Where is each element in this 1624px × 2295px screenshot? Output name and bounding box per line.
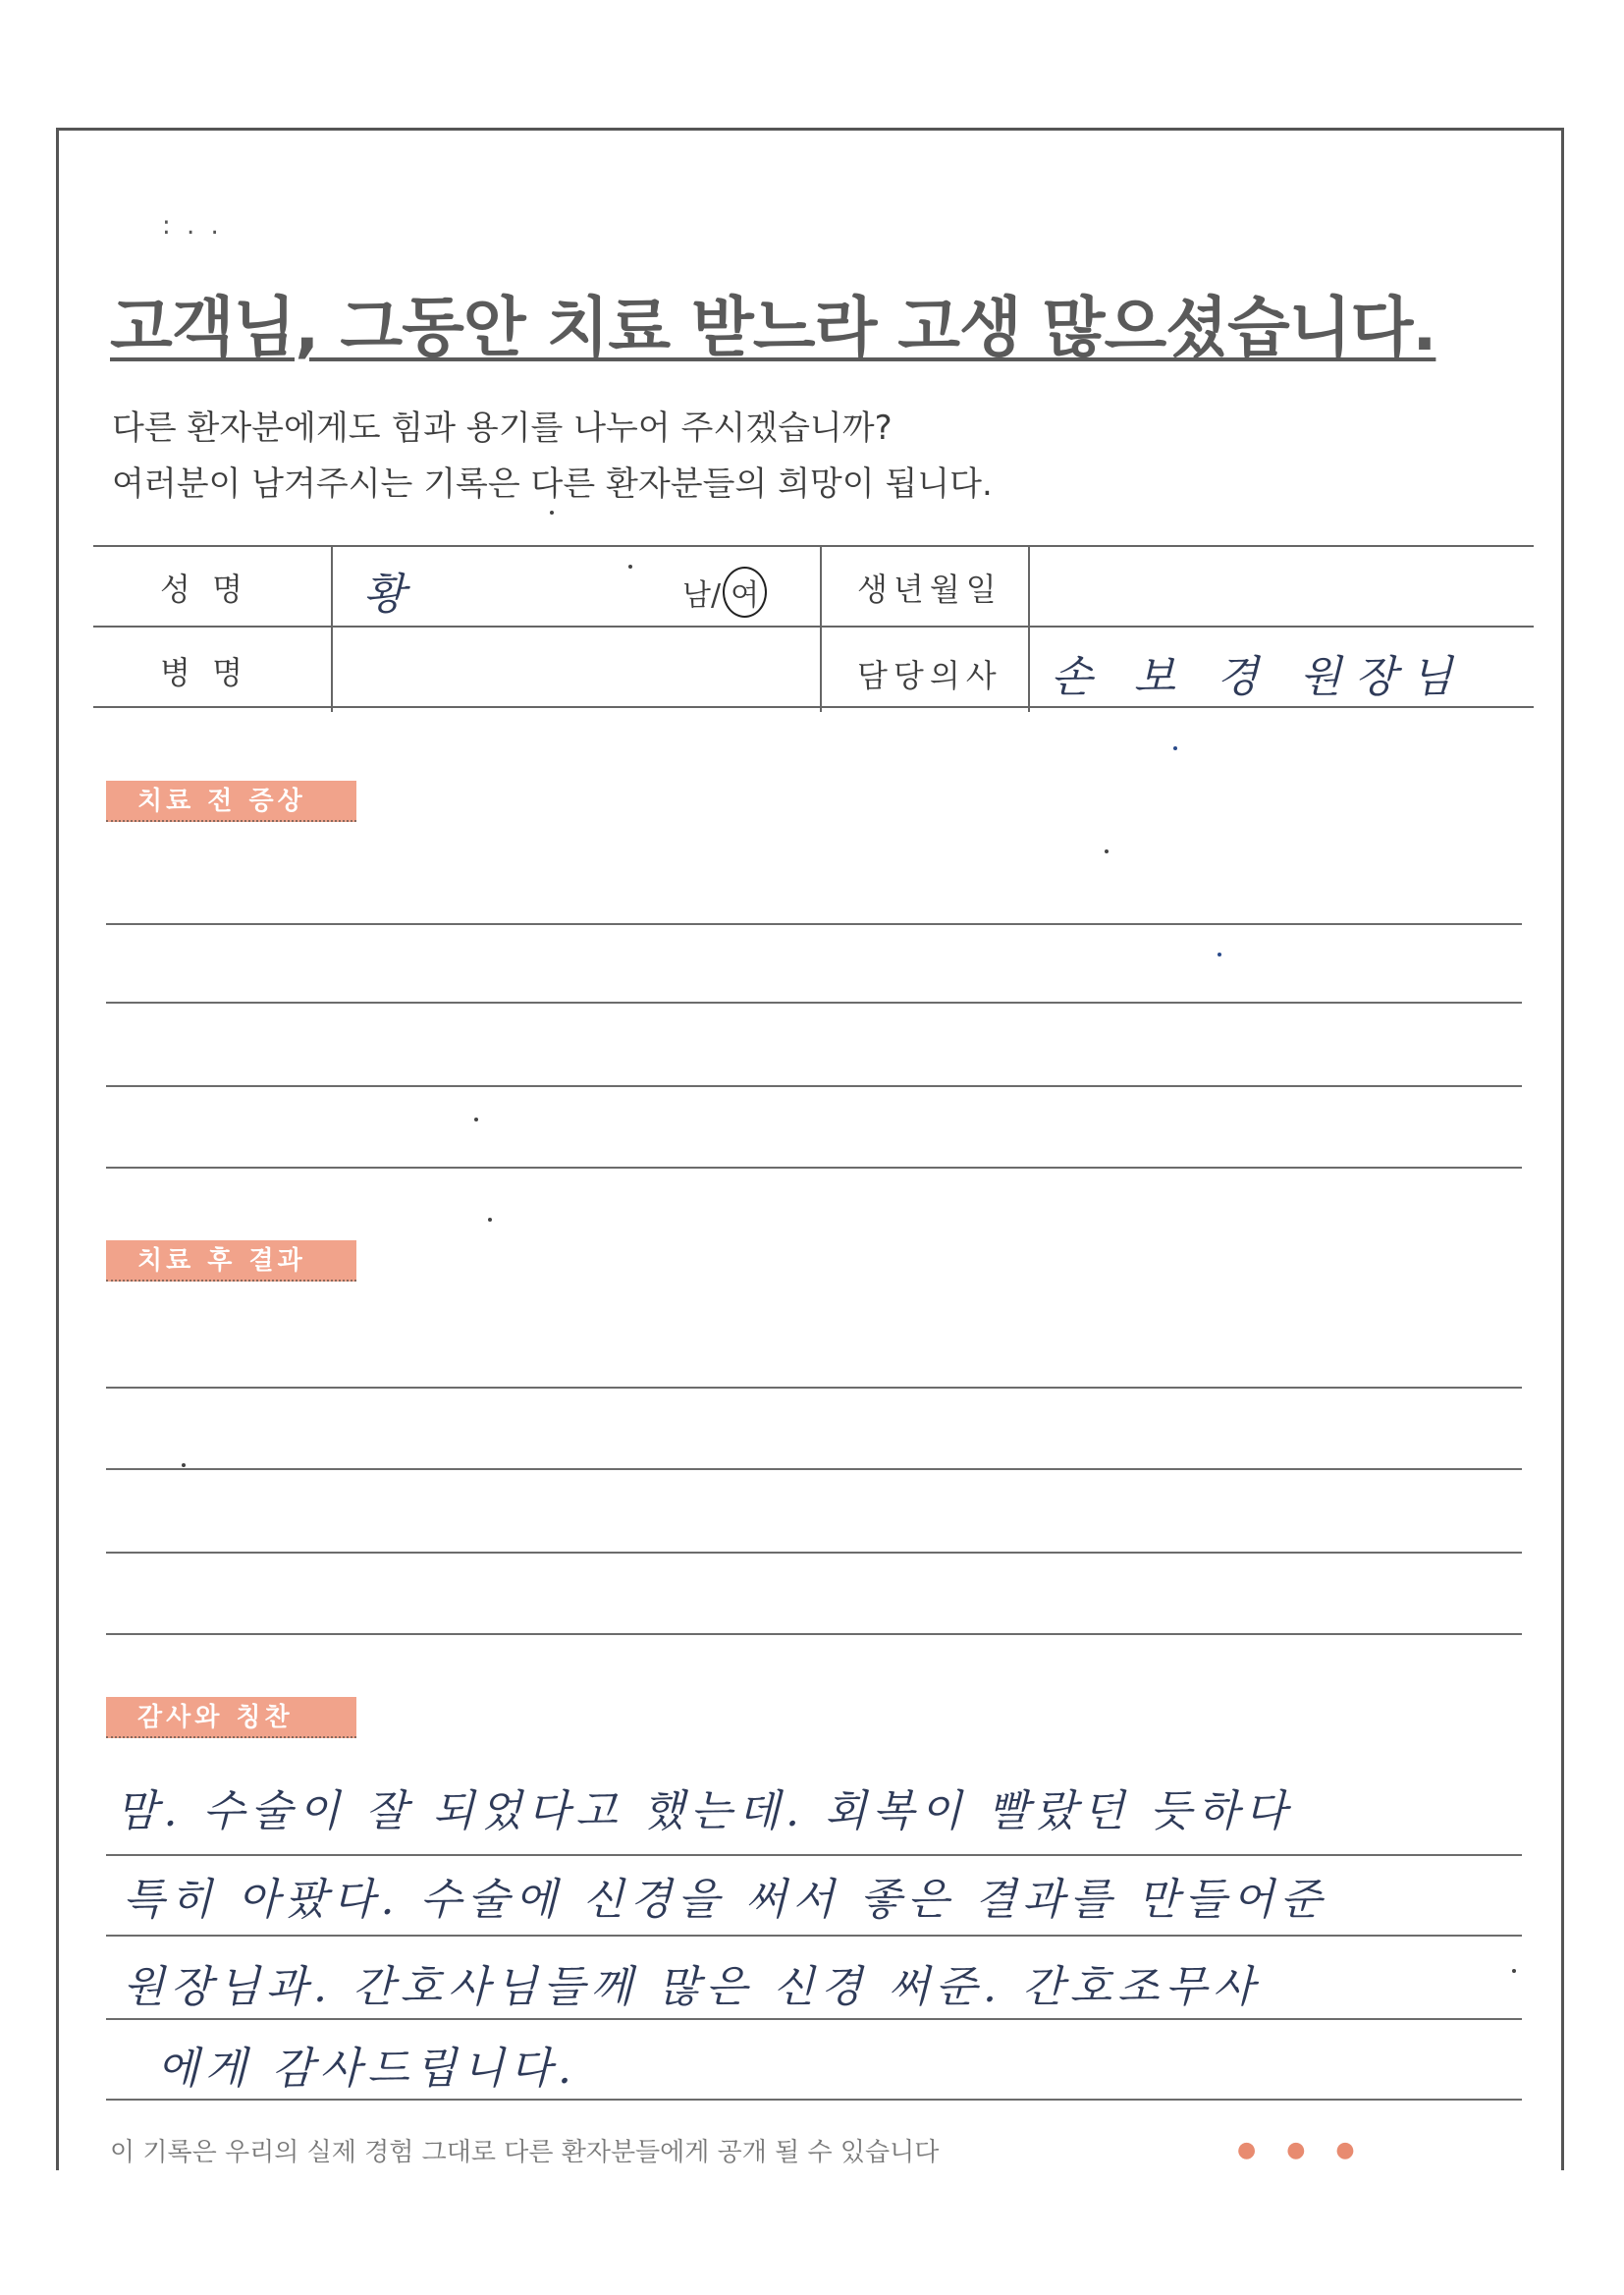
doctor-value[interactable]: 손 보 경 원장님	[1051, 652, 1466, 702]
scan-speck	[182, 1463, 186, 1467]
intro-line-1: 다른 환자분에게도 힘과 용기를 나누어 주시겠습니까?	[112, 409, 893, 448]
footer-dots: ● ● ●	[1237, 2138, 1367, 2162]
section-badge-after-treatment: 치료 후 결과	[106, 1240, 356, 1282]
gender-selector[interactable]: 남/ 여	[682, 567, 767, 618]
write-line[interactable]	[106, 1633, 1522, 1635]
handwritten-line-3: 원장님과. 간호사님들께 많은 신경 써준. 간호조무사	[123, 1962, 1261, 2012]
write-line[interactable]	[106, 1387, 1522, 1389]
scan-speck	[1105, 849, 1109, 853]
doctor-label: 담당의사	[857, 657, 1002, 694]
write-line[interactable]	[106, 2099, 1522, 2101]
section-badge-thanks: 감사와 칭찬	[106, 1697, 356, 1738]
name-value[interactable]: 황	[363, 570, 406, 620]
scan-speck	[550, 511, 554, 515]
page-title: 고객님, 그동안 치료 받느라 고생 많으셨습니다.	[110, 290, 1436, 365]
handwritten-line-1: 맘. 수술이 잘 되었다고 했는데. 회복이 빨랐던 듯하다	[116, 1786, 1293, 1836]
disease-label: 병 명	[160, 654, 248, 691]
birthdate-label: 생년월일	[857, 571, 1002, 608]
section-badge-before-treatment: 치료 전 증상	[106, 781, 356, 822]
write-line[interactable]	[106, 1085, 1522, 1087]
write-line[interactable]	[106, 1468, 1522, 1470]
patient-info-table	[93, 545, 1534, 712]
scan-speck	[1173, 746, 1177, 750]
name-label: 성 명	[160, 571, 248, 608]
scan-speck	[1512, 1969, 1516, 1973]
write-line[interactable]	[106, 1935, 1522, 1937]
scan-speck	[1218, 953, 1221, 956]
scan-speck	[488, 1218, 492, 1222]
scan-speck	[474, 1118, 478, 1121]
intro-line-2: 여러분이 남겨주시는 기록은 다른 환자분들의 희망이 됩니다.	[112, 464, 993, 504]
footer-notice: 이 기록은 우리의 실제 경험 그대로 다른 환자분들에게 공개 될 수 있습니다	[110, 2138, 940, 2167]
scan-speck	[628, 565, 632, 569]
write-line[interactable]	[106, 2018, 1522, 2020]
scan-specks: : . .	[162, 211, 223, 241]
write-line[interactable]	[106, 1002, 1522, 1004]
handwritten-line-4: 에게 감사드립니다.	[157, 2044, 578, 2094]
write-line[interactable]	[106, 1854, 1522, 1856]
handwritten-line-2: 특히 아팠다. 수술에 신경을 써서 좋은 결과를 만들어준	[123, 1875, 1327, 1925]
write-line[interactable]	[106, 923, 1522, 925]
gender-female-option-circled[interactable]: 여	[723, 567, 767, 618]
gender-male-option[interactable]: 남	[682, 578, 711, 613]
write-line[interactable]	[106, 1167, 1522, 1169]
write-line[interactable]	[106, 1552, 1522, 1554]
